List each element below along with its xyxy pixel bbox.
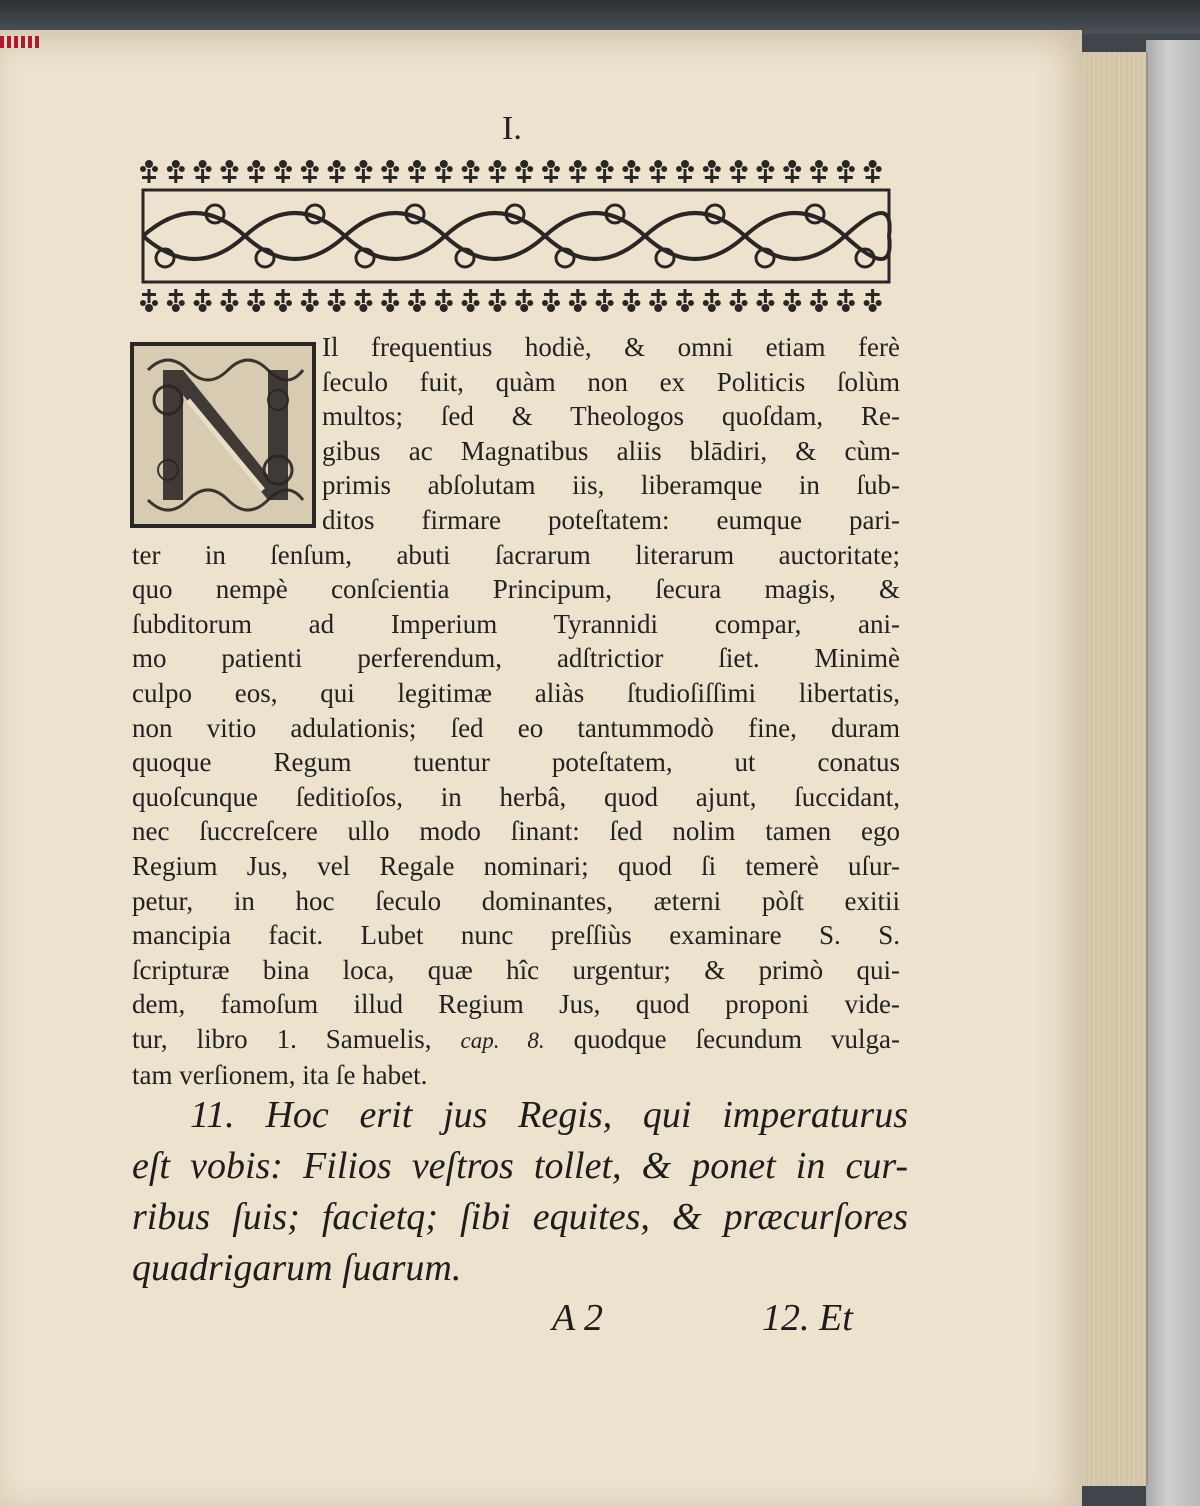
text-line: Regium Jus, vel Regale nominari; quod ſi temerè uſur- [132,850,900,881]
fleuron-icon [837,160,855,183]
text-line: culpo eos, qui legitimæ aliàs ſtudioſiſſimi libertatis, [132,677,900,708]
text-line: quoque Regum tuentur poteſtatem, ut conatus [132,747,900,778]
fleuron-icon [756,160,774,183]
verse-line: 11. Hoc erit jus Regis, qui imperaturus [190,1094,908,1136]
bookmark-ribbon [0,36,40,48]
text-line: tam verſionem, ita ſe habet. [132,1060,428,1091]
fleuron-icon [810,160,828,183]
text-line: ter in ſenſum, abuti ſacrarum literarum auctoritate; [132,539,900,570]
fleuron-icon [864,160,882,183]
fleuron-icon [462,160,480,183]
fleuron-icon [569,160,587,183]
text-line: Il frequentius hodiè, & omni etiam ferè [322,332,900,362]
text-line: primis abſolutam iis, liberamque in ſub- [322,470,900,501]
fleuron-icon [140,289,158,312]
verse-line: eſt vobis: Filios veſtros tollet, & ponet in cur- [132,1145,908,1187]
fleuron-icon [220,289,238,312]
fleuron-icon [649,289,667,312]
fleuron-icon [569,289,587,312]
text-line: quo nempè conſcientia Principum, ſecura magis, & [132,574,900,605]
body-paragraph [132,330,900,1093]
fleuron-icon [488,289,506,312]
chapter-reference: cap. 8. [460,1027,545,1053]
fleuron-icon [435,160,453,183]
fleuron-icon [542,160,560,183]
text-line: mo patienti perferendum, adſtrictior ſiet. Minimè [132,643,900,674]
page-number: I. [502,110,522,147]
fleuron-icon [220,160,238,183]
fleuron-icon [462,289,480,312]
fleuron-icon [676,160,694,183]
fleuron-icon [783,160,801,183]
verse-line: ribus ſuis; facietq; ſibi equites, & præcurſores [132,1196,908,1238]
fleuron-icon [596,289,614,312]
text-line: gibus ac Magnatibus aliis blādiri, & cùm- [322,435,900,466]
fleuron-icon [622,289,640,312]
fleuron-icon [515,160,533,183]
fleuron-icon [354,160,372,183]
book-top-edge [0,0,1200,34]
text-line: non vitio adulationis; ſed eo tantummodò fine, duram [132,712,900,743]
text-line: ditos firmare poteſtatem: eumque pari- [322,504,900,535]
fleuron-icon [703,160,721,183]
text-fragment: tur, libro 1. Samuelis, [132,1023,461,1054]
fleuron-icon [167,289,185,312]
fleuron-icon [274,160,292,183]
fleuron-icon [622,160,640,183]
signature-mark: A 2 [552,1297,604,1339]
fleuron-icon [435,289,453,312]
fleuron-icon [247,160,265,183]
text-line: mancipia facit. Lubet nunc preſſiùs examinare S. S. [132,920,900,951]
fleuron-icon [837,289,855,312]
fleuron-icon [730,289,748,312]
fleuron-icon [756,289,774,312]
page-edges [1076,52,1148,1486]
fleuron-icon [247,289,265,312]
fleuron-icon [328,160,346,183]
book-cover-edge [1146,40,1200,1506]
text-line: ſeculo fuit, quàm non ex Politicis ſolùm [322,366,900,397]
fleuron-icon [167,160,185,183]
fleuron-icon [140,160,158,183]
text-line: quoſcunque ſeditioſos, in herbâ, quod ajunt, ſuccidant, [132,781,900,812]
fleuron-icon [381,289,399,312]
fleuron-icon [542,289,560,312]
fleuron-icon [783,289,801,312]
text-line-with-reference [132,1022,900,1059]
fleuron-icon [328,289,346,312]
text-line: ſcripturæ bina loca, quæ hîc urgentur; & primò qui- [132,954,900,985]
fleuron-icon [274,289,292,312]
fleuron-icon [649,160,667,183]
floral-headpiece-ornament-icon [135,150,897,320]
fleuron-icon [354,289,372,312]
catchword: 12. Et [762,1297,853,1339]
fleuron-icon [730,160,748,183]
fleuron-icon [194,289,212,312]
text-line: dem, famoſum illud Regium Jus, quod proponi vide- [132,989,900,1020]
fleuron-icon [596,160,614,183]
fleuron-icon [703,289,721,312]
fleuron-icon [408,289,426,312]
text-line: petur, in hoc ſeculo dominantes, æterni pòſt exitii [132,885,900,916]
fleuron-icon [408,160,426,183]
fleuron-icon [194,160,212,183]
fleuron-icon [864,289,882,312]
fleuron-icon [381,160,399,183]
verse-line: quadrigarum ſuarum. [132,1247,462,1289]
fleuron-icon [301,289,319,312]
fleuron-icon [301,160,319,183]
scripture-verse [132,1090,908,1294]
fleuron-icon [810,289,828,312]
text-line: ſubditorum ad Imperium Tyrannidi compar, ani- [132,608,900,639]
text-line: nec ſuccreſcere ullo modo ſinant: ſed nolim tamen ego [132,816,900,847]
text-fragment: quodque ſecundum vulga- [544,1023,900,1054]
text-line: multos; ſed & Theologos quoſdam, Re- [322,401,900,432]
fleuron-icon [515,289,533,312]
fleuron-icon [676,289,694,312]
fleuron-icon [488,160,506,183]
